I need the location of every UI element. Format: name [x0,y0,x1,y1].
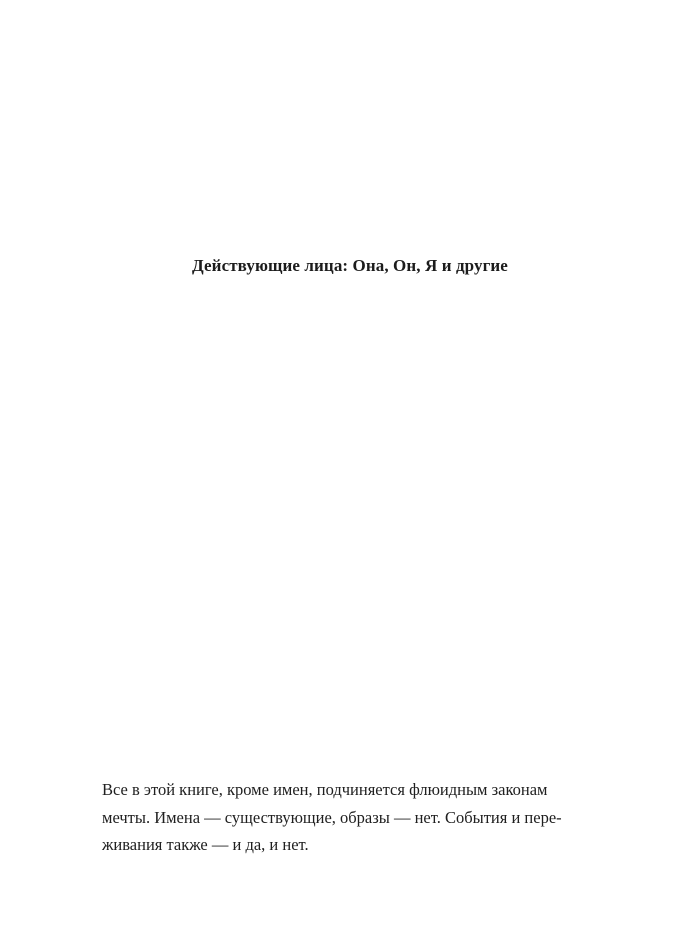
disclaimer-line-3: живания также — и да, и нет. [102,835,309,854]
disclaimer-paragraph [102,776,572,859]
disclaimer-line-1: Все в этой книге, кроме имен, подчиняется флюидным законам [102,780,548,799]
disclaimer-line-2: мечты. Имена — существующие, образы — нет. События и пере- [102,807,562,827]
dramatis-personae-heading: Действующие лица: Она, Он, Я и другие [192,256,508,275]
